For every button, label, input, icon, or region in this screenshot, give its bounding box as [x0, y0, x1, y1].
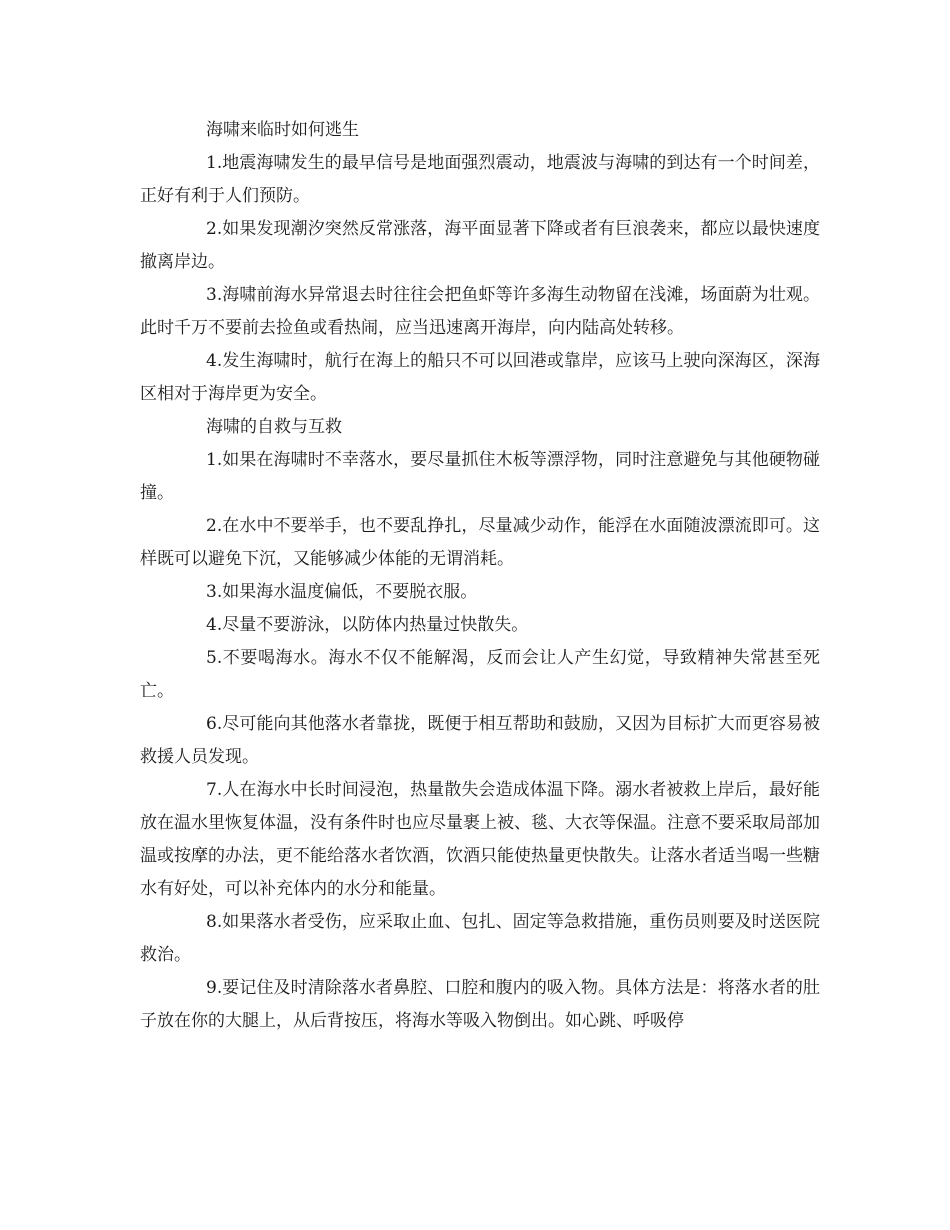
paragraph: 7.人在海水中长时间浸泡，热量散失会造成体温下降。溺水者被救上岸后，最好能放在温水里恢复体温，没有条件时也应尽量裹上被、毯、大衣等保温。注意不要采取局部加温或按摩的办法，更不能给落水者饮酒，饮酒只能使热量更快散失。让落水者适当喝一些糖水有好处，可以补充体内的水分和能量。: [140, 780, 820, 899]
section-heading: 海啸的自救与互救: [206, 417, 342, 437]
paragraph: 1.如果在海啸时不幸落水，要尽量抓住木板等漂浮物，同时注意避免与其他硬物碰撞。: [140, 450, 820, 503]
document-page: [140, 114, 820, 1038]
paragraph: 8.如果落水者受伤，应采取止血、包扎、固定等急救措施，重伤员则要及时送医院救治。: [140, 912, 820, 965]
section-heading: 海啸来临时如何逃生: [206, 120, 359, 140]
section-escape: [140, 114, 820, 411]
paragraph: 1.地震海啸发生的最早信号是地面强烈震动，地震波与海啸的到达有一个时间差，正好有利于人们预防。: [140, 153, 820, 206]
paragraph: 5.不要喝海水。海水不仅不能解渴，反而会让人产生幻觉，导致精神失常甚至死亡。: [140, 648, 820, 701]
paragraph: 2.在水中不要举手，也不要乱挣扎，尽量减少动作，能浮在水面随波漂流即可。这样既可以避免下沉，又能够减少体能的无谓消耗。: [140, 516, 820, 569]
paragraph: 9.要记住及时清除落水者鼻腔、口腔和腹内的吸入物。具体方法是：将落水者的肚子放在你的大腿上，从后背按压，将海水等吸入物倒出。如心跳、呼吸停: [140, 978, 820, 1031]
paragraph: 6.尽可能向其他落水者靠拢，既便于相互帮助和鼓励，又因为目标扩大而更容易被救援人员发现。: [140, 714, 820, 767]
section-self-rescue: [140, 411, 820, 1038]
paragraph: 4.尽量不要游泳，以防体内热量过快散失。: [206, 615, 529, 635]
paragraph: 2.如果发现潮汐突然反常涨落，海平面显著下降或者有巨浪袭来，都应以最快速度撤离岸边。: [140, 219, 820, 272]
paragraph: 3.如果海水温度偏低，不要脱衣服。: [206, 582, 478, 602]
paragraph: 4.发生海啸时，航行在海上的船只不可以回港或靠岸，应该马上驶向深海区，深海区相对于海岸更为安全。: [140, 351, 820, 404]
paragraph: 3.海啸前海水异常退去时往往会把鱼虾等许多海生动物留在浅滩，场面蔚为壮观。此时千万不要前去捡鱼或看热闹，应当迅速离开海岸，向内陆高处转移。: [140, 285, 820, 338]
